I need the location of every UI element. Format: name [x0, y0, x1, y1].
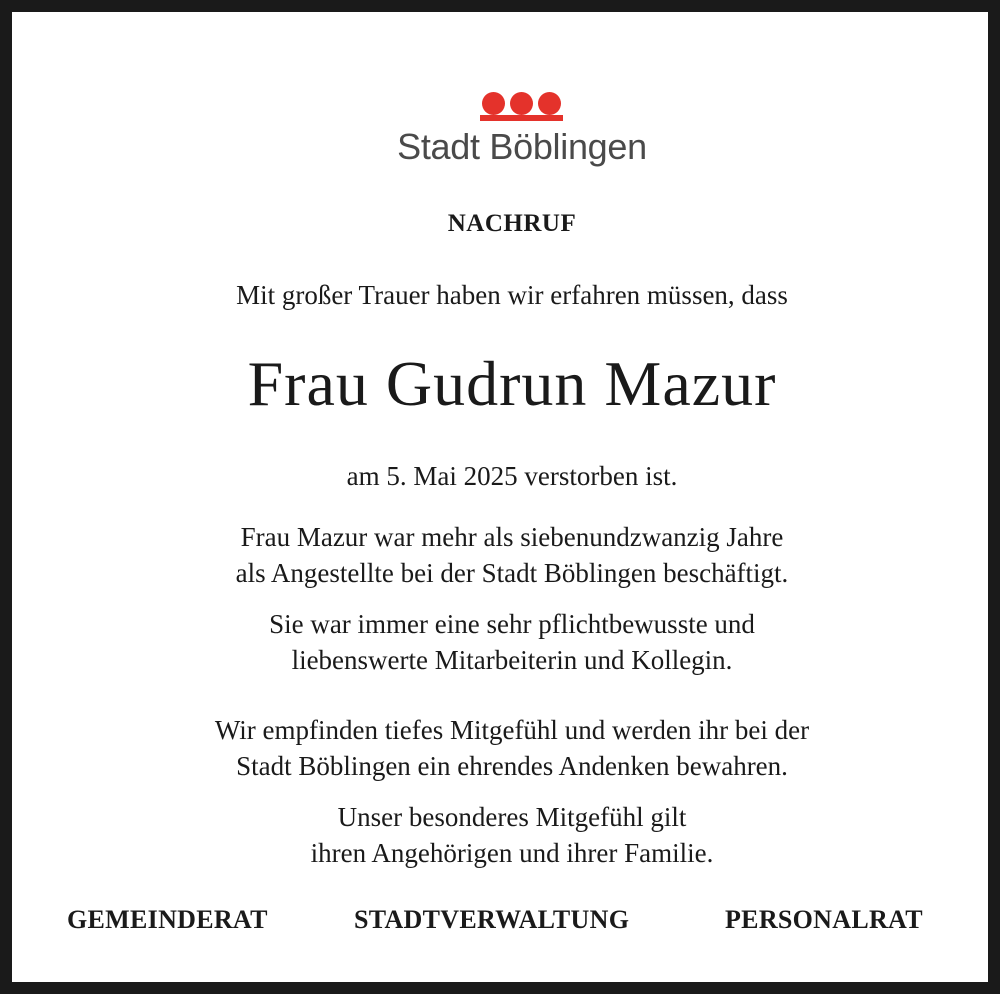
- paragraph-line: Stadt Böblingen ein ehrendes Andenken bewahren.: [236, 751, 788, 781]
- logo-dot: [510, 92, 533, 115]
- paragraph-line: liebenswerte Mitarbeiterin und Kollegin.: [291, 645, 733, 675]
- signature-stadtverwaltung: STADTVERWALTUNG: [354, 905, 630, 934]
- logo-bar: [480, 115, 563, 121]
- paragraph-remembrance: [12, 712, 1000, 784]
- paragraph-line: Unser besonderes Mitgefühl gilt: [337, 802, 687, 832]
- intro-text: Mit großer Trauer haben wir erfahren müssen, dass: [236, 280, 788, 310]
- signature-gemeinderat: GEMEINDERAT: [67, 905, 268, 934]
- date-line: am 5. Mai 2025 verstorben ist.: [346, 461, 678, 491]
- logo-dot: [482, 92, 505, 115]
- paragraph-line: Frau Mazur war mehr als siebenundzwanzig Jahre: [240, 522, 784, 552]
- paragraph-line: ihren Angehörigen und ihrer Familie.: [310, 838, 714, 868]
- paragraph-condolence: [12, 799, 1000, 871]
- logo-text: Stadt Böblingen: [397, 126, 647, 167]
- paragraph-line: als Angestellte bei der Stadt Böblingen beschäftigt.: [235, 558, 789, 588]
- paragraph-character: [12, 606, 1000, 678]
- logo-dot: [538, 92, 561, 115]
- city-logo: [372, 86, 672, 176]
- paragraph-service: [12, 519, 1000, 591]
- signature-personalrat: PERSONALRAT: [725, 905, 923, 934]
- deceased-name: Frau Gudrun Mazur: [247, 348, 777, 419]
- paragraph-line: Sie war immer eine sehr pflichtbewusste und: [269, 609, 755, 639]
- paragraph-line: Wir empfinden tiefes Mitgefühl und werden ihr bei der: [214, 715, 810, 745]
- page-title: NACHRUF: [447, 210, 577, 237]
